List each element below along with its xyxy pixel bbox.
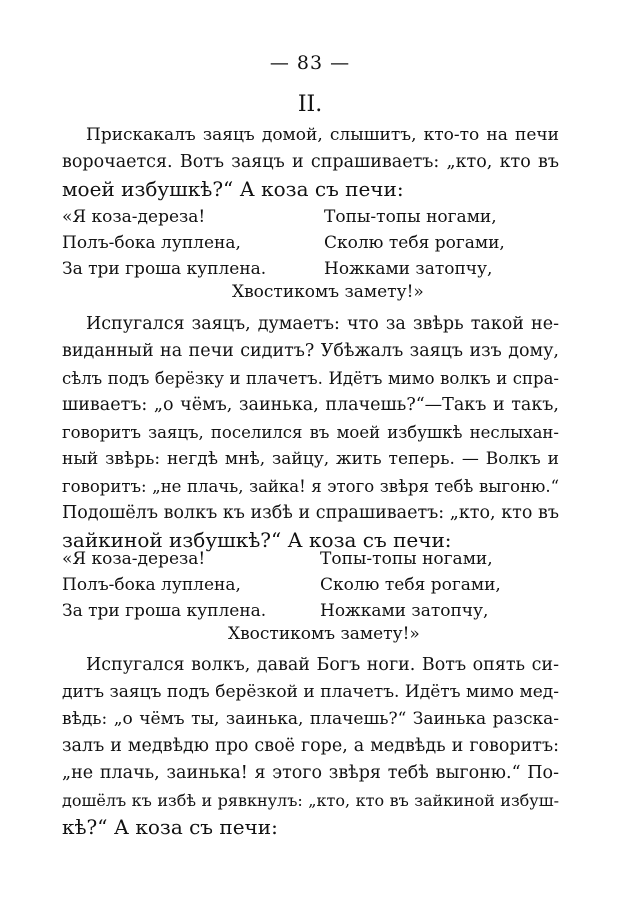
verse-line: Ножками затопчу, xyxy=(320,601,489,621)
text-line: сѣлъ подъ берёзку и плачетъ. Идётъ мимо волкъ и спра- xyxy=(62,369,559,388)
paragraph-1 xyxy=(62,122,559,203)
text-line: „не плачь, заинька! я этого звѣря тебѣ выгоню.“ По- xyxy=(62,763,559,783)
verse-line: За три гроша куплена. xyxy=(62,259,267,279)
verse-line: Топы-топы ногами, xyxy=(324,207,497,227)
verse-line: «Я коза-дереза! xyxy=(62,549,206,569)
text-line: моей избушкѣ?“ А коза съ печи: xyxy=(62,177,404,201)
text-line: вѣдь: „о чёмъ ты, заинька, плачешь?“ Заинька разска- xyxy=(62,709,559,729)
verse-tail-line: Хвостикомъ замету!» xyxy=(228,624,420,644)
verse-line: Полъ-бока луплена, xyxy=(62,575,241,595)
section-heading: II. xyxy=(297,92,323,117)
text-line: дитъ заяцъ подъ берёзкой и плачетъ. Идётъ мимо мед- xyxy=(62,682,559,702)
verse-right-column xyxy=(324,204,505,282)
text-line: говоритъ заяцъ, поселился въ моей избушкѣ неслыхан- xyxy=(62,423,559,442)
text-line: Прискакалъ заяцъ домой, слышитъ, кто-то на печи xyxy=(86,125,559,145)
paragraph-2 xyxy=(62,311,559,554)
text-line: зайкиной избушкѣ?“ А коза съ печи: xyxy=(62,528,452,552)
text-line: говоритъ: „не плачь, зайка! я этого звѣря тебѣ выгоню.“ xyxy=(62,477,559,496)
verse-line: Полъ-бока луплена, xyxy=(62,233,241,253)
text-line: залъ и медвѣдю про своё горе, а медвѣдь и говоритъ: xyxy=(62,736,559,756)
text-line: виданный на печи сидитъ? Убѣжалъ заяцъ изъ дому, xyxy=(62,341,559,361)
text-line: шиваетъ: „о чёмъ, заинька, плачешь?“—Такъ и такъ, xyxy=(62,395,559,415)
verse-line: Сколю тебя рогами, xyxy=(324,233,505,253)
text-line: Испугался волкъ, давай Богъ ноги. Вотъ опять си- xyxy=(86,655,559,675)
verse-left-column xyxy=(62,204,266,282)
text-line: дошёлъ къ избѣ и рявкнулъ: „кто, кто въ зайкиной избуш- xyxy=(62,791,559,810)
text-line: ный звѣрь: негдѣ мнѣ, зайцу, жить теперь. — Волкъ и xyxy=(62,449,559,469)
verse-line: «Я коза-дереза! xyxy=(62,207,206,227)
verse-right-column xyxy=(320,546,501,624)
verse-2 xyxy=(62,546,559,646)
verse-left-column xyxy=(62,546,266,624)
verse-tail-line: Хвостикомъ замету!» xyxy=(232,282,424,302)
text-line: Испугался заяцъ, думаетъ: что за звѣрь такой не- xyxy=(86,314,559,334)
verse-line: Ножками затопчу, xyxy=(324,259,493,279)
verse-line: За три гроша куплена. xyxy=(62,601,267,621)
paragraph-3 xyxy=(62,652,559,841)
text-line: Подошёлъ волкъ къ избѣ и спрашиваетъ: „кто, кто въ xyxy=(62,503,559,523)
verse-line: Топы-топы ногами, xyxy=(320,549,493,569)
verse-line: Сколю тебя рогами, xyxy=(320,575,501,595)
page-number: — 83 — xyxy=(269,52,351,74)
text-line: кѣ?“ А коза съ печи: xyxy=(62,815,278,839)
verse-1 xyxy=(62,204,559,304)
text-line: ворочается. Вотъ заяцъ и спрашиваетъ: „кто, кто въ xyxy=(62,152,559,172)
